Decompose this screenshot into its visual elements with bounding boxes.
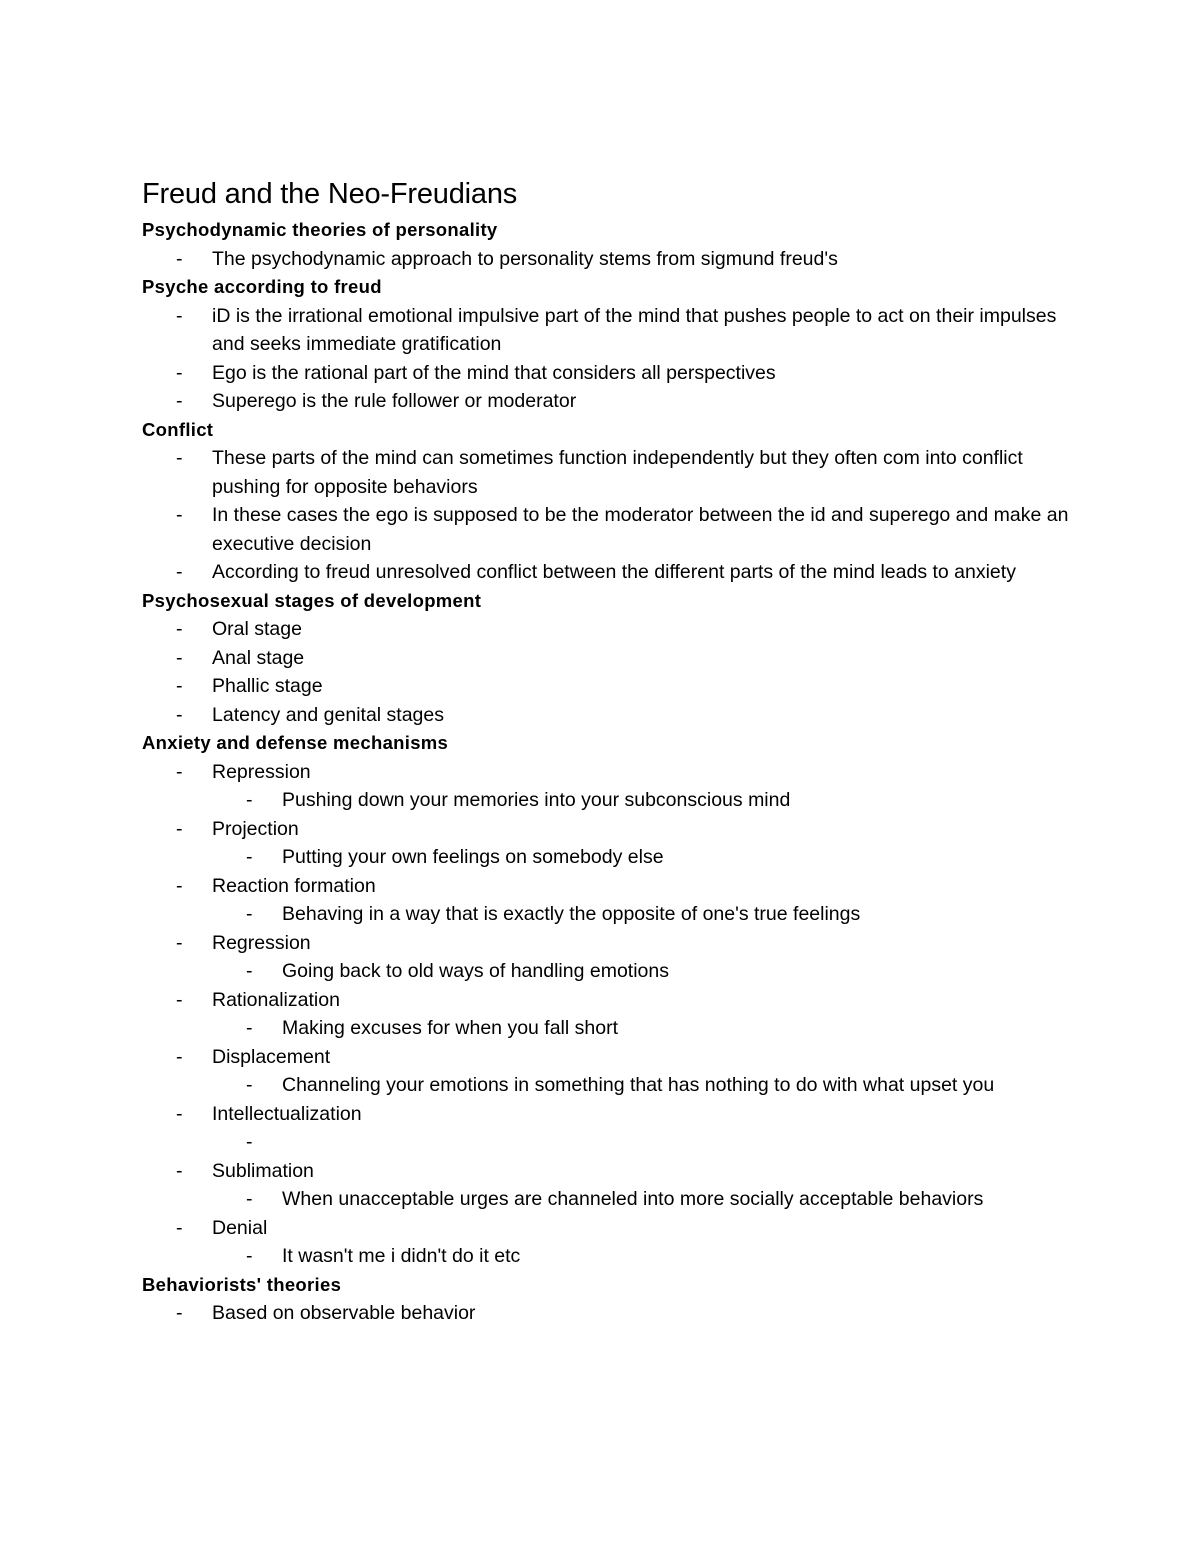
list-item [142,558,1072,587]
list-item-text: Displacement [212,1045,331,1068]
list-item-text: Oral stage [212,618,302,640]
bullet-list [142,758,1072,1271]
list-item-text: According to freud unresolved conflict between the different parts of the mind leads to anxiety [212,561,1016,583]
sub-bullet-list [212,1071,1072,1100]
bullet-dash: - [176,390,183,412]
section-heading: Anxiety and defense mechanisms [142,732,449,753]
bullet-dash: - [246,1188,253,1210]
bullet-dash: - [176,1302,183,1324]
list-item-text: Projection [212,817,299,840]
bullet-dash: - [176,1102,183,1125]
bullet-list [142,444,1072,587]
bullet-list [142,615,1072,729]
list-item [142,615,1072,644]
list-item [142,872,1072,901]
list-item [142,815,1072,844]
section-heading: Psychodynamic theories of personality [142,219,498,240]
sub-bullet-list [212,1185,1072,1214]
list-item [142,1043,1072,1072]
sub-list-item-text: Behaving in a way that is exactly the opposite of one's true feelings [282,903,861,925]
sub-list-item [212,900,1072,929]
list-item [142,1157,1072,1186]
list-item [142,672,1072,701]
bullet-dash: - [176,931,183,954]
bullet-dash: - [176,618,183,640]
section [142,729,1072,1271]
section-heading: Psyche according to freud [142,276,382,297]
list-item-text: Denial [212,1216,268,1239]
list-item-text: Ego is the rational part of the mind that considers all perspectives [212,361,776,384]
list-item [142,644,1072,673]
sub-list-item [212,786,1072,815]
bullet-list [142,245,1072,274]
sub-bullet-list [212,843,1072,872]
bullet-dash: - [176,646,183,669]
list-item [142,758,1072,787]
bullet-dash: - [176,304,183,327]
list-item-text: Regression [212,931,311,954]
bullet-dash: - [246,1245,253,1267]
list-item-text: iD is the irrational emotional impulsive part of the mind that pushes people to act on their impulses and seeks immediate gratification [212,304,1057,355]
list-item-text: Based on observable behavior [212,1302,476,1324]
bullet-dash: - [176,817,183,840]
section [142,416,1072,587]
list-item [142,359,1072,388]
sub-bullet-list [212,957,1072,986]
list-item [142,387,1072,416]
section [142,273,1072,416]
section [142,216,1072,273]
list-item [142,245,1072,274]
sub-list-item-text: Putting your own feelings on somebody else [282,846,664,868]
sub-list-item [212,1185,1072,1214]
list-item-text: Superego is the rule follower or moderator [212,390,577,412]
list-item-text: Anal stage [212,646,305,669]
list-item-text: Rationalization [212,988,340,1011]
document-title: Freud and the Neo-Freudians [142,178,518,210]
document-page [142,172,1072,1328]
bullet-dash: - [246,1017,253,1039]
bullet-dash: - [246,846,253,868]
list-item-text: These parts of the mind can sometimes function independently but they often com into conflict pushing for opposite behaviors [212,447,1023,498]
list-item [142,444,1072,501]
list-item [142,1299,1072,1328]
bullet-dash: - [246,789,253,811]
sub-bullet-list [212,1128,1072,1157]
sub-list-item [212,1071,1072,1100]
bullet-dash: - [246,960,253,982]
sub-bullet-list [212,1242,1072,1271]
bullet-dash: - [176,988,183,1011]
bullet-dash: - [176,760,183,783]
sub-list-item-text: Making excuses for when you fall short [282,1017,618,1039]
bullet-dash: - [176,504,183,526]
sub-bullet-list [212,900,1072,929]
list-item-text: Sublimation [212,1159,314,1182]
sub-bullet-list [212,786,1072,815]
list-item-text: Phallic stage [212,675,323,697]
sub-list-item [212,1128,1072,1157]
sub-list-item [212,957,1072,986]
list-item [142,1100,1072,1129]
section-heading: Psychosexual stages of development [142,589,482,611]
list-item [142,929,1072,958]
list-item-text: The psychodynamic approach to personality stems from sigmund freud's [212,247,838,270]
bullet-dash: - [176,1045,183,1068]
section-heading: Behaviorists' theories [142,1273,342,1295]
bullet-dash: - [176,447,183,469]
list-item [142,986,1072,1015]
sub-list-item [212,843,1072,872]
bullet-dash: - [176,361,183,384]
list-item-text: Intellectualization [212,1102,362,1125]
bullet-dash: - [176,1159,183,1182]
bullet-dash: - [246,1131,253,1153]
list-item-text: Latency and genital stages [212,703,445,726]
sub-list-item-text [282,1128,1072,1157]
section [142,587,1072,730]
bullet-list [142,302,1072,416]
bullet-dash: - [246,1074,253,1096]
bullet-dash: - [246,903,253,925]
sub-list-item [212,1242,1072,1271]
list-item [142,302,1072,359]
list-item-text: Reaction formation [212,874,376,897]
list-item [142,701,1072,730]
document-body [142,216,1072,1328]
bullet-dash: - [176,1216,183,1239]
bullet-dash: - [176,247,183,270]
bullet-dash: - [176,675,183,697]
sub-list-item [212,1014,1072,1043]
sub-bullet-list [212,1014,1072,1043]
sub-list-item-text: It wasn't me i didn't do it etc [282,1245,521,1267]
sub-list-item-text: When unacceptable urges are channeled into more socially acceptable behaviors [282,1188,984,1210]
list-item-text: In these cases the ego is supposed to be the moderator between the id and superego and make an executive decision [212,504,1069,555]
sub-list-item-text: Channeling your emotions in something that has nothing to do with what upset you [282,1074,995,1096]
sub-list-item-text: Pushing down your memories into your subconscious mind [282,789,791,811]
list-item [142,501,1072,558]
sub-list-item-text: Going back to old ways of handling emotions [282,960,669,982]
list-item-text: Repression [212,760,311,783]
bullet-dash: - [176,874,183,897]
section [142,1271,1072,1328]
bullet-dash: - [176,703,183,726]
bullet-dash: - [176,561,183,583]
bullet-list [142,1299,1072,1328]
section-heading: Conflict [142,418,214,440]
list-item [142,1214,1072,1243]
